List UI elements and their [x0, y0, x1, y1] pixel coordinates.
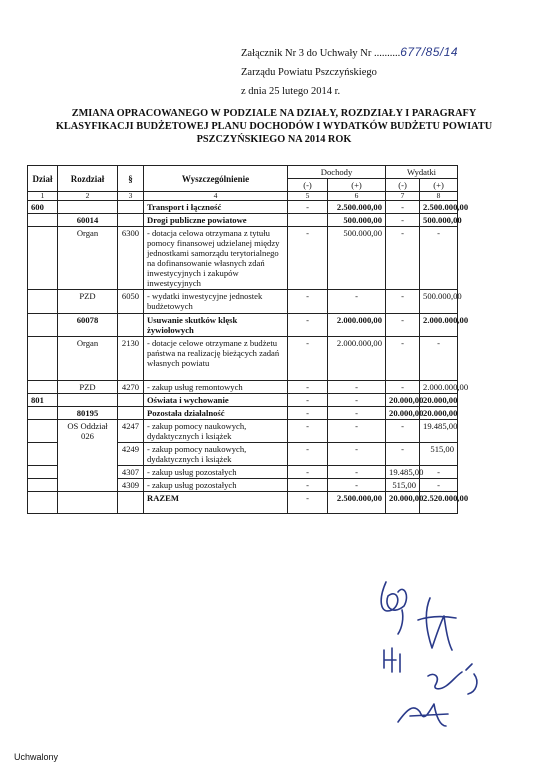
- index-cell: 7: [386, 192, 420, 201]
- index-cell: 4: [144, 192, 288, 201]
- cell-d-minus: -: [288, 492, 328, 514]
- cell-w-minus: -: [386, 214, 420, 227]
- cell-opis: Drogi publiczne powiatowe: [144, 214, 288, 227]
- cell-rozdzial: Organ: [58, 337, 118, 381]
- cell-opis: - zakup usług pozostałych: [144, 466, 288, 479]
- cell-d-plus: 2.500.000,00: [328, 492, 386, 514]
- cell-d-plus: 2.500.000,00: [328, 201, 386, 214]
- index-cell: 3: [118, 192, 144, 201]
- cell-w-plus: 500.000,00: [420, 290, 458, 314]
- cell-opis: - wydatki inwestycyjne jednostek budżetowych: [144, 290, 288, 314]
- cell-d-plus: 500.000,00: [328, 214, 386, 227]
- cell-rozdzial: 80195: [58, 407, 118, 420]
- cell-d-plus: -: [328, 466, 386, 479]
- cell-w-plus: 2.000.000,00: [420, 381, 458, 394]
- cell-d-minus: -: [288, 466, 328, 479]
- cell-par: 4249: [118, 443, 144, 466]
- cell-par: 2130: [118, 337, 144, 381]
- cell-w-plus: 2.520.000,00: [420, 492, 458, 514]
- cell-d-minus: -: [288, 407, 328, 420]
- cell-w-minus: -: [386, 381, 420, 394]
- cell-d-minus: -: [288, 227, 328, 290]
- title-line-2: KLASYFIKACJI BUDŻETOWEJ PLANU DOCHODÓW I WYDATKÓW BUDŻETU POWIATU: [55, 121, 493, 132]
- cell-par: 4307: [118, 466, 144, 479]
- cell-d-minus: -: [288, 443, 328, 466]
- cell-w-plus: 20.000,00: [420, 407, 458, 420]
- header-paragraf: §: [118, 166, 144, 192]
- cell-w-minus: -: [386, 201, 420, 214]
- cell-d-plus: 500.000,00: [328, 227, 386, 290]
- cell-d-minus: -: [288, 201, 328, 214]
- header-dochody-minus: (-): [288, 179, 328, 192]
- index-cell: 1: [28, 192, 58, 201]
- cell-d-minus: -: [288, 290, 328, 314]
- cell-w-minus: 19.485,00: [386, 466, 420, 479]
- cell-opis: - zakup pomocy naukowych, dydaktycznych i książek: [144, 420, 288, 443]
- cell-dzial: 600: [28, 201, 58, 214]
- cell-w-minus: -: [386, 443, 420, 466]
- header-dochody: Dochody: [288, 166, 386, 179]
- cell-opis: Oświata i wychowanie: [144, 394, 288, 407]
- cell-d-plus: -: [328, 443, 386, 466]
- header-prefix: Załącznik Nr 3 do Uchwały Nr: [241, 48, 374, 59]
- cell-w-minus: 20.000,00: [386, 492, 420, 514]
- cell-d-minus: -: [288, 420, 328, 443]
- header-dzial: Dział: [28, 166, 58, 192]
- cell-d-plus: -: [328, 290, 386, 314]
- cell-rozdzial: 60078: [58, 314, 118, 337]
- header-wydatki-plus: (+): [420, 179, 458, 192]
- cell-dzial: 801: [28, 394, 58, 407]
- cell-w-plus: -: [420, 466, 458, 479]
- cell-d-plus: -: [328, 479, 386, 492]
- cell-w-plus: 2.500.000,00: [420, 201, 458, 214]
- cell-w-minus: 515,00: [386, 479, 420, 492]
- resolution-number: 677/85/14: [400, 45, 459, 59]
- cell-par: 4309: [118, 479, 144, 492]
- cell-w-minus: -: [386, 420, 420, 443]
- index-cell: 5: [288, 192, 328, 201]
- footer-stamp: Uchwalony: [14, 752, 59, 762]
- cell-opis: - zakup pomocy naukowych, dydaktycznych i książek: [144, 443, 288, 466]
- cell-w-plus: 500.000,00: [420, 214, 458, 227]
- cell-d-plus: 2.000.000,00: [328, 337, 386, 381]
- cell-w-plus: 2.000.000,00: [420, 314, 458, 337]
- cell-opis: Transport i łączność: [144, 201, 288, 214]
- title-line-3: PSZCZYŃSKIEGO NA 2014 ROK: [196, 134, 352, 145]
- header-dots: ..........: [373, 48, 401, 59]
- cell-d-minus: -: [288, 381, 328, 394]
- cell-d-plus: 2.000.000,00: [328, 314, 386, 337]
- cell-w-plus: -: [420, 337, 458, 381]
- cell-par: 6050: [118, 290, 144, 314]
- title-line-1: ZMIANA OPRACOWANEGO W PODZIALE NA DZIAŁY, ROZDZIAŁY I PARAGRAFY: [71, 108, 477, 119]
- cell-d-minus: -: [288, 479, 328, 492]
- index-cell: 2: [58, 192, 118, 201]
- cell-rozdzial: PZD: [58, 381, 118, 394]
- cell-w-plus: 19.485,00: [420, 420, 458, 443]
- cell-w-minus: -: [386, 290, 420, 314]
- cell-w-minus: -: [386, 337, 420, 381]
- cell-d-plus: -: [328, 381, 386, 394]
- cell-opis: RAZEM: [144, 492, 288, 514]
- header-dochody-plus: (+): [328, 179, 386, 192]
- index-cell: 8: [420, 192, 458, 201]
- cell-w-minus: -: [386, 227, 420, 290]
- cell-d-minus: -: [288, 394, 328, 407]
- cell-w-minus: -: [386, 314, 420, 337]
- cell-opis: Usuwanie skutków klęsk żywiołowych: [144, 314, 288, 337]
- cell-w-plus: 20.000,00: [420, 394, 458, 407]
- cell-w-plus: -: [420, 479, 458, 492]
- header-line-3: z dnia 25 lutego 2014 r.: [241, 86, 341, 97]
- cell-w-minus: 20.000,00: [386, 394, 420, 407]
- header-wydatki: Wydatki: [386, 166, 458, 179]
- header-line-2: Zarządu Powiatu Pszczyńskiego: [241, 67, 377, 78]
- cell-d-minus: -: [288, 337, 328, 381]
- header-rozdzial: Rozdział: [58, 166, 118, 192]
- cell-opis: - zakup usług remontowych: [144, 381, 288, 394]
- cell-rozdzial: OS Oddział 026: [58, 420, 118, 492]
- cell-par: 4247: [118, 420, 144, 443]
- header-wydatki-minus: (-): [386, 179, 420, 192]
- cell-w-minus: 20.000,00: [386, 407, 420, 420]
- cell-d-plus: -: [328, 394, 386, 407]
- header-opis: Wyszczególnienie: [144, 166, 288, 192]
- cell-rozdzial: 60014: [58, 214, 118, 227]
- cell-w-plus: -: [420, 227, 458, 290]
- cell-opis: - dotacje celowe otrzymane z budżetu państwa na realizację bieżących zadań własnych powiatu: [144, 337, 288, 381]
- cell-opis: Pozostała działalność: [144, 407, 288, 420]
- cell-d-plus: -: [328, 420, 386, 443]
- index-cell: 6: [328, 192, 386, 201]
- cell-d-plus: -: [328, 407, 386, 420]
- cell-par: 4270: [118, 381, 144, 394]
- cell-opis: - zakup usług pozostałych: [144, 479, 288, 492]
- cell-rozdzial: Organ: [58, 227, 118, 290]
- cell-opis: - dotacja celowa otrzymana z tytułu pomocy finansowej udzielanej między jednostkami samorządu terytorialnego na dofinansowanie własnych zdań inwestycyjnych i zakupów inwestycyjnych: [144, 227, 288, 290]
- cell-d-minus: -: [288, 314, 328, 337]
- cell-w-plus: 515,00: [420, 443, 458, 466]
- cell-par: 6300: [118, 227, 144, 290]
- cell-rozdzial: PZD: [58, 290, 118, 314]
